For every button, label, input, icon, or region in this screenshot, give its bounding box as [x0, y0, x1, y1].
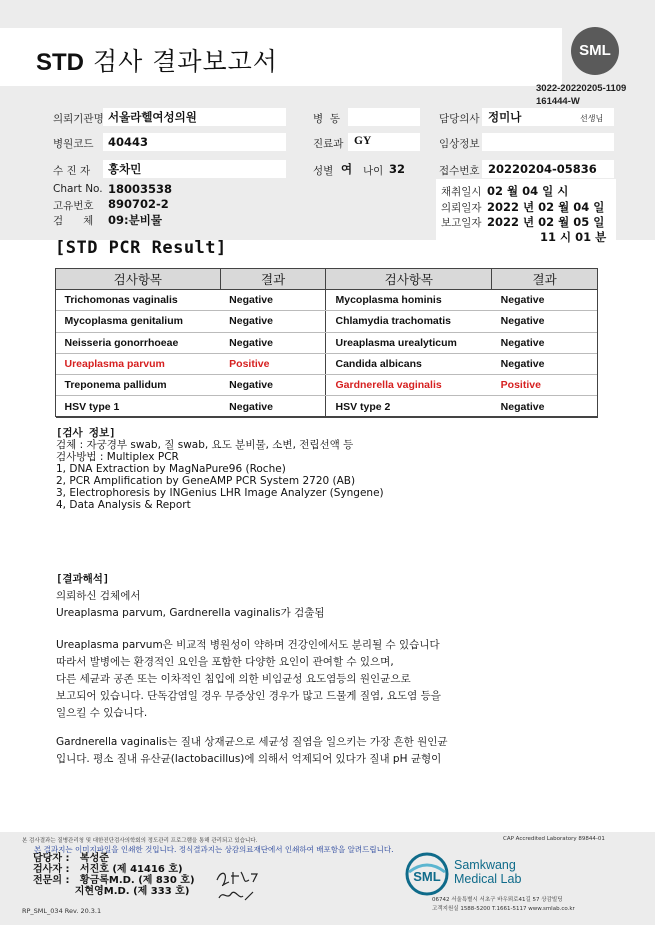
chart-no-label: Chart No. [53, 183, 103, 195]
test-item: Mycoplasma genitalium [56, 311, 221, 332]
staff-tester: 검사자 : 서진호 (제 41416 호) [33, 864, 183, 875]
test-info-line: 검사방법 : Multiplex PCR [56, 451, 179, 463]
interpretation [56, 573, 526, 768]
staff-manager: 담당자 : 복성준 [33, 853, 109, 864]
dept-label: 진료과 [313, 138, 344, 150]
request-value: 2022 년 02 월 04 일 [487, 200, 605, 214]
staff-specialist-1: 전문의 : 황금록M.D. (제 830 호) [33, 875, 195, 886]
test-info-heading: [검사 정보] [56, 427, 116, 439]
interpretation-line: 다른 세균과 공존 또는 이차적인 침입에 의한 비임균성 요도염등의 원인균으로 [56, 673, 411, 685]
table-row [56, 375, 598, 396]
test-info-line: 2, PCR Amplification by GeneAMP PCR System 2720 (AB) [56, 475, 356, 487]
handwritten-signature [213, 866, 261, 906]
sml-logo: SML [571, 27, 619, 75]
result-section-title: [STD PCR Result] [55, 238, 227, 258]
test-result: Positive [220, 353, 326, 374]
hospital-code-label: 병원코드 [53, 138, 94, 150]
ward-label: 병 동 [313, 113, 340, 125]
hospital-value: 서울라헬여성의원 [108, 110, 197, 124]
age-value: 32 [389, 162, 406, 176]
specimen-label: 검 체 [53, 215, 94, 227]
interpretation-line: 따라서 발병에는 환경적인 요인을 포함한 다양한 요인이 관여할 수 있으며, [56, 656, 394, 668]
test-item: Treponema pallidum [56, 375, 221, 396]
test-result: Negative [220, 375, 326, 396]
test-item: Ureaplasma parvum [56, 353, 221, 374]
table-header-row [56, 269, 598, 290]
patient-name-value: 홍차민 [108, 162, 142, 176]
test-item: HSV type 2 [326, 396, 492, 417]
test-info-line: 1, DNA Extraction by MagNaPure96 (Roche) [56, 463, 286, 475]
footer-address: 06742 서울특별시 서초구 바우뫼로41길 57 상감빌딩 [432, 897, 563, 903]
header-item-1: 검사항목 [56, 269, 221, 290]
test-item: Neisseria gonorrhoeae [56, 332, 221, 353]
test-result: Negative [492, 290, 598, 311]
staff-specialist-2: 지현영M.D. (제 333 호) [33, 886, 190, 897]
sex-label: 성별 [313, 165, 334, 177]
interpretation-line: Ureaplasma parvum은 비교적 병원성이 약하며 건강인에서도 분리될 수 있습니다 [56, 639, 440, 651]
table-row [56, 290, 598, 311]
hospital-label: 의뢰기관명 [53, 113, 104, 125]
footer-contact: 고객지원실 1588-5200 T.1661-5117 www.smlab.co.kr [432, 906, 575, 912]
test-result: Negative [492, 332, 598, 353]
test-item: Chlamydia trachomatis [326, 311, 492, 332]
test-info-line: 3, Electrophoresis by INGenius LHR Image Analyzer (Syngene) [56, 487, 384, 499]
request-label: 의뢰일자 [441, 202, 482, 214]
test-result: Negative [220, 311, 326, 332]
interpretation-line: 일으킬 수 있습니다. [56, 707, 148, 719]
results-table [55, 268, 598, 418]
report-time-value: 11 시 01 분 [540, 230, 607, 244]
test-item: Gardnerella vaginalis [326, 375, 492, 396]
test-result: Negative [492, 396, 598, 417]
footer-note-print: 본 결과지는 이미지파일을 인쇄한 것입니다. 정식결과지는 상감의료재단에서 인쇄하여 배포함을 알려드립니다. [34, 845, 394, 854]
test-info-line: 검체 : 자궁경부 swab, 질 swab, 요도 분비물, 소변, 전립선액 등 [56, 439, 354, 451]
ward-value-box [348, 108, 420, 126]
doctor-label: 담당의사 [439, 113, 480, 125]
test-result: Negative [492, 353, 598, 374]
svg-text:SML: SML [413, 869, 441, 884]
test-item: Candida albicans [326, 353, 492, 374]
table-row [56, 353, 598, 374]
interpretation-line: Gardnerella vaginalis는 질내 상재균으로 세균성 질염을 일으키는 가장 흔한 원인균 [56, 736, 448, 748]
unique-no-value: 890702-2 [108, 197, 169, 211]
report-date-label: 보고일자 [441, 217, 482, 229]
unique-no-label: 고유번호 [53, 200, 94, 212]
test-result: Negative [220, 396, 326, 417]
test-item: HSV type 1 [56, 396, 221, 417]
document-title: STD 검사 결과보고서 [36, 47, 278, 76]
collect-value: 02 월 04 일 시 [487, 184, 569, 198]
interpretation-line: Ureaplasma parvum, Gardnerella vaginalis가 검출됨 [56, 607, 325, 619]
test-result: Positive [492, 375, 598, 396]
test-info [56, 427, 384, 511]
footer-note-quality: 본 검사결과는 질병관리청 및 대한진단검사의학회의 정도관리 프로그램을 통해 관리되고 있습니다. [22, 838, 258, 844]
chart-no-value: 18003538 [108, 182, 173, 196]
footer-accreditation: CAP Accredited Laboratory 89844-01 [503, 836, 605, 842]
header-item-2: 검사항목 [326, 269, 492, 290]
receipt-label: 접수번호 [439, 165, 480, 177]
test-result: Negative [492, 311, 598, 332]
test-info-line: 4, Data Analysis & Report [56, 499, 191, 511]
table-row [56, 396, 598, 417]
revision-code: RP_SML_034 Rev. 20.3.1 [22, 907, 102, 915]
clinical-label: 임상정보 [439, 138, 480, 150]
test-result: Negative [220, 290, 326, 311]
interpretation-line: 보고되어 있습니다. 단독감염일 경우 무증상인 경우가 많고 드물게 질염, 요도염 등을 [56, 690, 441, 702]
interpretation-line: 의뢰하신 검체에서 [56, 590, 141, 602]
test-item: Ureaplasma urealyticum [326, 332, 492, 353]
doctor-value: 정미나 [488, 110, 522, 124]
sex-value: 여 [341, 162, 353, 176]
age-label: 나이 [363, 165, 384, 177]
patient-name-label: 수 진 자 [53, 165, 91, 177]
interpretation-heading: [결과해석] [56, 573, 110, 585]
samkwang-logo-icon [405, 852, 449, 896]
brand-name: Samkwang Medical Lab [454, 858, 522, 886]
hospital-code-value: 40443 [108, 135, 149, 149]
test-result: Negative [220, 332, 326, 353]
report-date-value: 2022 년 02 월 05 일 [487, 215, 605, 229]
test-item: Trichomonas vaginalis [56, 290, 221, 311]
dept-value: GY [354, 135, 372, 147]
test-item: Mycoplasma hominis [326, 290, 492, 311]
table-row [56, 332, 598, 353]
doctor-suffix: 선생님 [580, 114, 604, 123]
collect-label: 채취일시 [441, 186, 482, 198]
interpretation-line: 입니다. 평소 질내 유산균(lactobacillus)에 의해서 억제되어 있다가 질내 pH 균형이 [56, 753, 442, 765]
receipt-value: 20220204-05836 [488, 162, 597, 176]
report-number: 3022-20220205-1109 161444-W [536, 83, 627, 107]
table-row [56, 311, 598, 332]
specimen-value: 09:분비물 [108, 213, 162, 227]
clinical-value-box [482, 133, 614, 151]
header-result-1: 결과 [220, 269, 326, 290]
header-result-2: 결과 [492, 269, 598, 290]
